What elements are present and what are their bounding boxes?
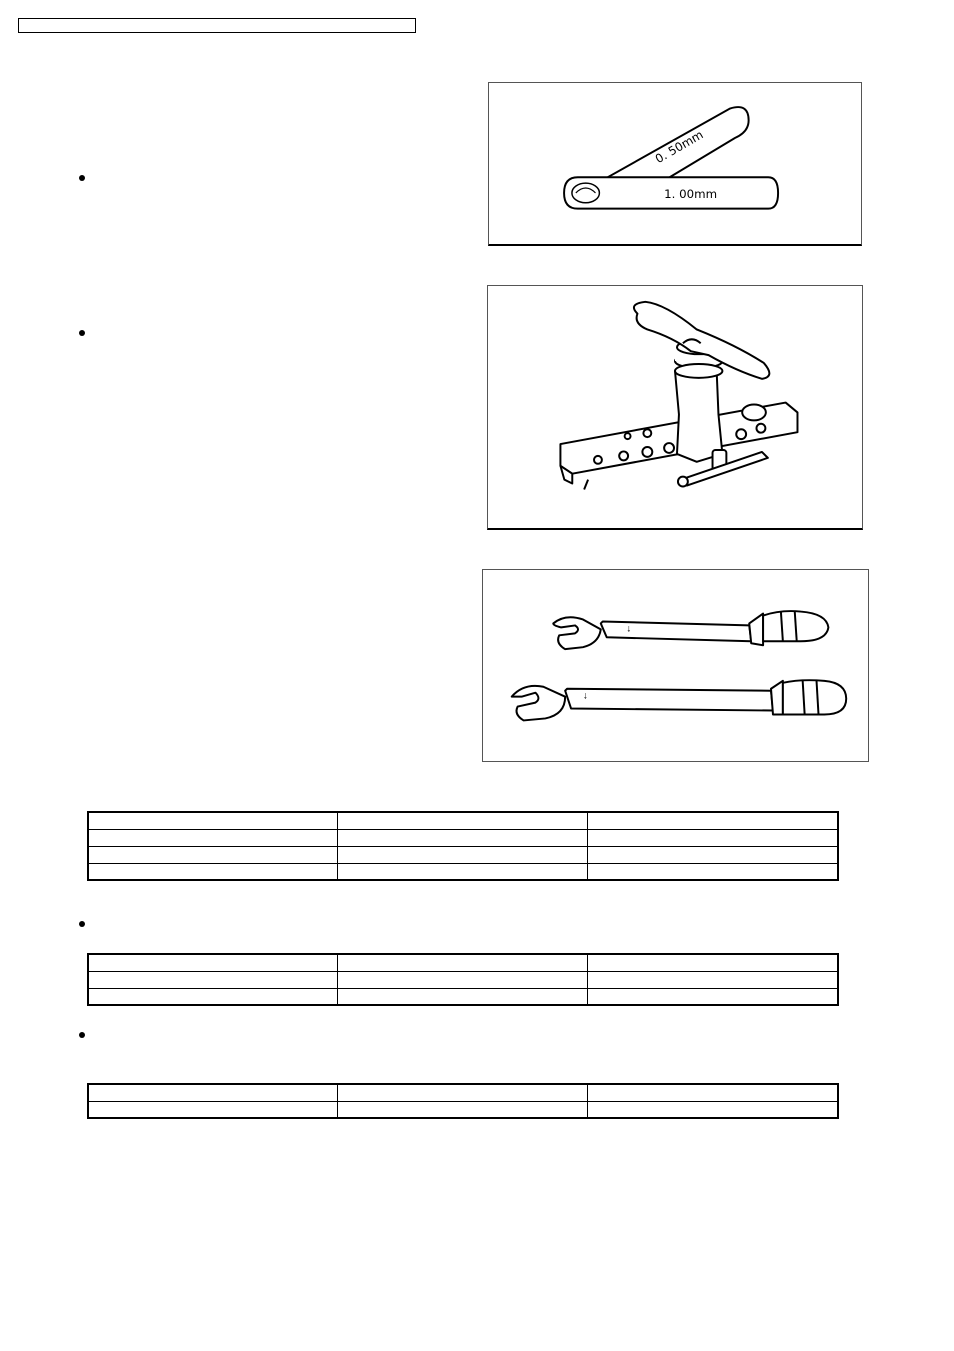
table-cell [88, 829, 337, 846]
table-cell [337, 971, 587, 988]
table-row [88, 829, 838, 846]
table-row [88, 954, 838, 971]
table-cell [587, 1084, 838, 1101]
bullet-flaring-tool [79, 330, 85, 336]
table-cell [88, 954, 337, 971]
feeler-gauge-icon [489, 83, 861, 244]
table-cell [587, 1101, 838, 1118]
table-row [88, 971, 838, 988]
table-cell [587, 812, 838, 829]
table-cell [337, 846, 587, 863]
flaring-tool-icon [488, 286, 862, 528]
bullet-table-3 [79, 1032, 85, 1038]
table-row [88, 812, 838, 829]
table-cell [337, 988, 587, 1005]
bullet-table-2 [79, 921, 85, 927]
table-cell [337, 863, 587, 880]
bullet-feeler-gauge [79, 175, 85, 181]
table-row [88, 1084, 838, 1101]
flaring-tool-figure [487, 285, 863, 530]
table-cell [88, 1101, 337, 1118]
table-cell [337, 954, 587, 971]
table-cell [587, 988, 838, 1005]
table-cell [337, 829, 587, 846]
table-cell [88, 971, 337, 988]
table-row [88, 863, 838, 880]
table-cell [337, 1101, 587, 1118]
table-cell [587, 846, 838, 863]
thin-blade-label: 0. 50mm [652, 127, 706, 167]
table-row [88, 846, 838, 863]
torque-wrench-figure [482, 569, 869, 762]
table-cell [88, 812, 337, 829]
feeler-gauge-figure [488, 82, 862, 246]
table-cell [337, 1084, 587, 1101]
table-cell [587, 829, 838, 846]
arrow-icon: ↓ [582, 690, 588, 702]
table-cell [88, 988, 337, 1005]
table-row [88, 988, 838, 1005]
table-cell [88, 1084, 337, 1101]
table-cell [587, 971, 838, 988]
table-cell [337, 812, 587, 829]
spec-table-2 [87, 953, 839, 1006]
table-cell [587, 863, 838, 880]
arrow-icon: ↓ [626, 623, 632, 635]
table-cell [587, 954, 838, 971]
table-row [88, 1101, 838, 1118]
torque-wrench-icon [483, 570, 868, 761]
table-cell [88, 863, 337, 880]
table-cell [88, 846, 337, 863]
spec-table-3 [87, 1083, 839, 1119]
spec-table-1 [87, 811, 839, 881]
thick-blade-label: 1. 00mm [664, 186, 718, 201]
header-box [18, 18, 416, 33]
